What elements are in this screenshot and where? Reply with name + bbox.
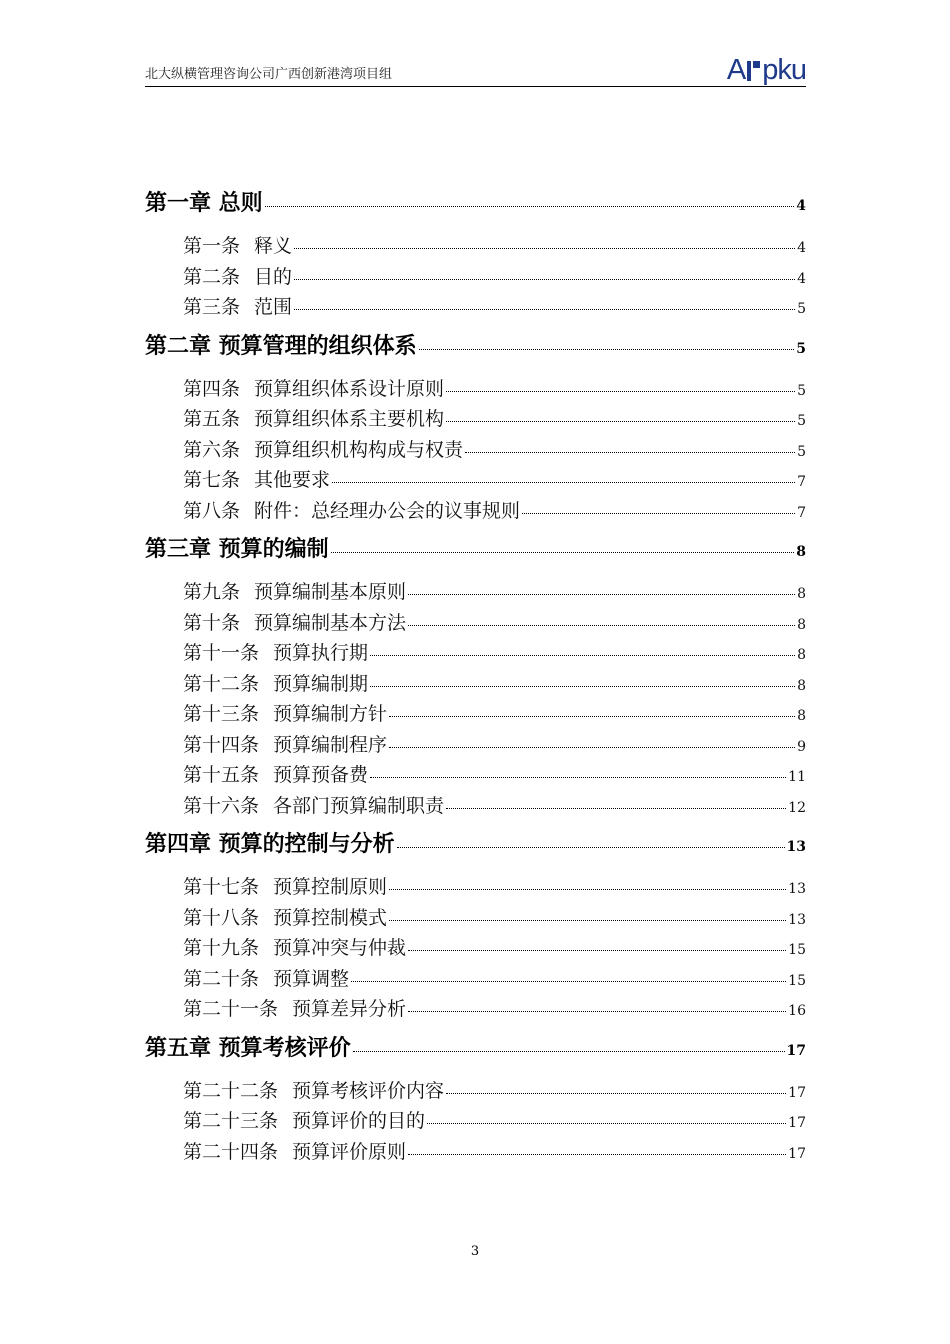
article-page-number: 9 <box>797 738 806 755</box>
dot-leader <box>446 391 795 392</box>
article-title: 释义 <box>254 235 293 257</box>
article-number: 第二十一条 <box>183 998 279 1020</box>
article-label <box>183 791 444 822</box>
toc-article-entry[interactable] <box>145 1076 806 1107</box>
dot-leader <box>353 1051 785 1052</box>
article-number: 第二十三条 <box>183 1110 279 1132</box>
article-number: 第十三条 <box>183 703 260 725</box>
article-number: 第七条 <box>183 469 241 491</box>
article-title: 预算编制基本方法 <box>254 611 407 634</box>
article-number: 第三条 <box>183 296 241 318</box>
article-label <box>183 903 387 934</box>
article-page-number: 16 <box>788 1003 806 1019</box>
article-title: 预算控制模式 <box>273 906 388 929</box>
article-page-number: 17 <box>788 1115 806 1131</box>
toc-article-entry[interactable] <box>145 964 806 995</box>
article-number: 第一条 <box>183 235 241 257</box>
article-number: 第十四条 <box>183 733 260 756</box>
chapter-title: 第四章 预算的控制与分析 <box>145 831 395 857</box>
dot-leader <box>294 248 795 249</box>
article-number: 第二条 <box>183 265 241 288</box>
article-page-number: 8 <box>797 677 806 694</box>
toc-article-entry[interactable] <box>145 699 806 730</box>
article-number: 第二十条 <box>183 967 260 990</box>
dot-leader <box>370 686 795 687</box>
chapter-page-number: 8 <box>796 544 806 560</box>
article-number: 第八条 <box>183 499 241 522</box>
chapter-page-number: 17 <box>786 1042 806 1059</box>
article-title: 其他要求 <box>254 469 331 491</box>
article-page-number: 8 <box>797 708 806 724</box>
toc-article-entry[interactable] <box>145 791 806 822</box>
chapter-title: 第三章 预算的编制 <box>145 536 329 562</box>
article-number: 第十五条 <box>183 764 260 786</box>
article-title: 预算组织机构构成与权责 <box>254 438 464 461</box>
toc-article-entry[interactable] <box>145 638 806 669</box>
article-page-number: 11 <box>788 769 806 785</box>
article-page-number: 5 <box>797 301 806 317</box>
article-title: 预算冲突与仲裁 <box>273 937 407 959</box>
header-title: 北大纵横管理咨询公司广西创新港湾项目组 <box>145 67 393 82</box>
dot-leader <box>294 279 795 280</box>
article-title: 预算评价的目的 <box>292 1110 426 1132</box>
article-number: 第十二条 <box>183 672 260 695</box>
chapter-title: 第二章 预算管理的组织体系 <box>145 332 417 359</box>
toc-article-entry[interactable] <box>145 465 806 496</box>
toc-article-entry[interactable] <box>145 496 806 527</box>
article-label <box>183 292 292 323</box>
article-title: 预算组织体系设计原则 <box>254 377 445 400</box>
dot-leader <box>427 1123 786 1124</box>
article-page-number: 15 <box>788 942 806 958</box>
chapter-title: 第一章 总则 <box>145 190 263 216</box>
article-page-number: 15 <box>788 972 806 989</box>
article-title: 预算组织体系主要机构 <box>254 408 445 430</box>
table-of-contents <box>145 188 806 1167</box>
article-page-number: 8 <box>797 647 806 663</box>
article-page-number: 4 <box>797 270 806 287</box>
toc-article-entry[interactable] <box>145 760 806 791</box>
article-number: 第十七条 <box>183 876 260 898</box>
dot-leader <box>332 482 795 483</box>
article-label <box>183 760 368 791</box>
article-label <box>183 638 368 669</box>
logo-text-right: pku <box>762 54 806 86</box>
dot-leader <box>389 747 795 748</box>
dot-leader <box>389 889 786 890</box>
article-label <box>183 435 463 466</box>
article-number: 第五条 <box>183 408 241 430</box>
article-title: 预算评价原则 <box>292 1140 407 1163</box>
dot-leader <box>389 920 786 921</box>
article-page-number: 7 <box>797 474 806 490</box>
article-title: 预算预备费 <box>273 764 369 786</box>
dot-leader <box>370 655 795 656</box>
toc-chapter-entry[interactable] <box>145 188 806 218</box>
logo-text-left: A <box>726 54 746 86</box>
article-page-number: 5 <box>797 443 806 460</box>
article-page-number: 17 <box>788 1145 806 1162</box>
article-title: 预算控制原则 <box>273 876 388 898</box>
toc-article-entry[interactable] <box>145 404 806 435</box>
article-title: 预算编制基本原则 <box>254 581 407 603</box>
toc-chapter-entry[interactable] <box>145 331 806 361</box>
article-label <box>183 1076 444 1107</box>
article-page-number: 5 <box>797 382 806 399</box>
article-title: 各部门预算编制职责 <box>273 794 445 817</box>
article-page-number: 7 <box>797 504 806 521</box>
dot-leader <box>408 625 795 626</box>
toc-article-entry[interactable] <box>145 730 806 761</box>
article-number: 第十九条 <box>183 937 260 959</box>
dot-leader <box>446 421 795 422</box>
article-title: 范围 <box>254 296 293 318</box>
toc-article-entry[interactable] <box>145 577 806 608</box>
article-label <box>183 608 406 639</box>
toc-article-entry[interactable] <box>145 608 806 639</box>
article-number: 第九条 <box>183 581 241 603</box>
article-number: 第二十四条 <box>183 1140 279 1163</box>
article-title: 预算执行期 <box>273 642 369 664</box>
logo-mark-icon <box>747 61 760 81</box>
dot-leader <box>294 309 795 310</box>
article-label <box>183 933 406 964</box>
toc-article-entry[interactable] <box>145 903 806 934</box>
article-page-number: 13 <box>788 881 806 897</box>
article-number: 第十六条 <box>183 794 260 817</box>
article-number: 第六条 <box>183 438 241 461</box>
toc-article-entry[interactable] <box>145 669 806 700</box>
article-number: 第十八条 <box>183 906 260 929</box>
chapter-page-number: 13 <box>786 839 806 855</box>
toc-article-entry[interactable] <box>145 292 806 323</box>
company-logo <box>727 54 806 84</box>
toc-chapter-entry[interactable] <box>145 829 806 859</box>
article-page-number: 12 <box>788 799 806 816</box>
article-label <box>183 994 406 1025</box>
dot-leader <box>408 1154 786 1155</box>
dot-leader <box>370 777 786 778</box>
article-title: 预算编制方针 <box>273 703 388 725</box>
article-label <box>183 374 444 405</box>
article-title: 预算调整 <box>273 967 350 990</box>
article-label <box>183 465 330 496</box>
article-label <box>183 872 387 903</box>
article-page-number: 17 <box>788 1084 806 1101</box>
dot-leader <box>351 981 786 982</box>
page-header <box>145 52 806 87</box>
article-label <box>183 964 349 995</box>
article-title: 预算差异分析 <box>292 998 407 1020</box>
article-title: 预算考核评价内容 <box>292 1079 445 1102</box>
chapter-page-number: 5 <box>796 340 806 357</box>
toc-article-entry[interactable] <box>145 231 806 262</box>
article-title: 预算编制程序 <box>273 733 388 756</box>
article-label <box>183 669 368 700</box>
dot-leader <box>408 594 795 595</box>
dot-leader <box>419 349 795 350</box>
article-page-number: 4 <box>797 240 806 256</box>
article-label <box>183 730 387 761</box>
article-title: 预算编制期 <box>273 672 369 695</box>
article-page-number: 8 <box>797 586 806 602</box>
dot-leader <box>465 452 795 453</box>
toc-article-entry[interactable] <box>145 374 806 405</box>
chapter-title: 第五章 预算考核评价 <box>145 1034 351 1061</box>
dot-leader <box>408 950 786 951</box>
page-number: 3 <box>470 1244 480 1259</box>
article-label <box>183 404 444 435</box>
article-label <box>183 699 387 730</box>
article-label <box>183 262 292 293</box>
dot-leader <box>446 1093 786 1094</box>
dot-leader <box>331 552 795 553</box>
dot-leader <box>408 1011 786 1012</box>
article-page-number: 8 <box>797 616 806 633</box>
dot-leader <box>522 513 795 514</box>
article-title: 目的 <box>254 265 293 288</box>
toc-chapter-entry[interactable] <box>145 1033 806 1063</box>
article-number: 第四条 <box>183 377 241 400</box>
toc-article-entry[interactable] <box>145 994 806 1025</box>
toc-article-entry[interactable] <box>145 435 806 466</box>
article-page-number: 5 <box>797 413 806 429</box>
toc-article-entry[interactable] <box>145 262 806 293</box>
toc-article-entry[interactable] <box>145 1106 806 1137</box>
article-number: 第二十二条 <box>183 1079 279 1102</box>
article-number: 第十条 <box>183 611 241 634</box>
chapter-page-number: 4 <box>796 198 806 214</box>
article-label <box>183 577 406 608</box>
dot-leader <box>446 808 786 809</box>
article-page-number: 13 <box>788 911 806 928</box>
toc-article-entry[interactable] <box>145 1137 806 1168</box>
dot-leader <box>389 716 795 717</box>
article-label <box>183 1106 425 1137</box>
article-label <box>183 231 292 262</box>
toc-article-entry[interactable] <box>145 933 806 964</box>
dot-leader <box>265 206 795 207</box>
article-label <box>183 496 520 527</box>
toc-article-entry[interactable] <box>145 872 806 903</box>
article-number: 第十一条 <box>183 642 260 664</box>
article-label <box>183 1137 406 1168</box>
toc-chapter-entry[interactable] <box>145 534 806 564</box>
article-title: 附件：总经理办公会的议事规则 <box>254 499 521 522</box>
dot-leader <box>397 847 785 848</box>
